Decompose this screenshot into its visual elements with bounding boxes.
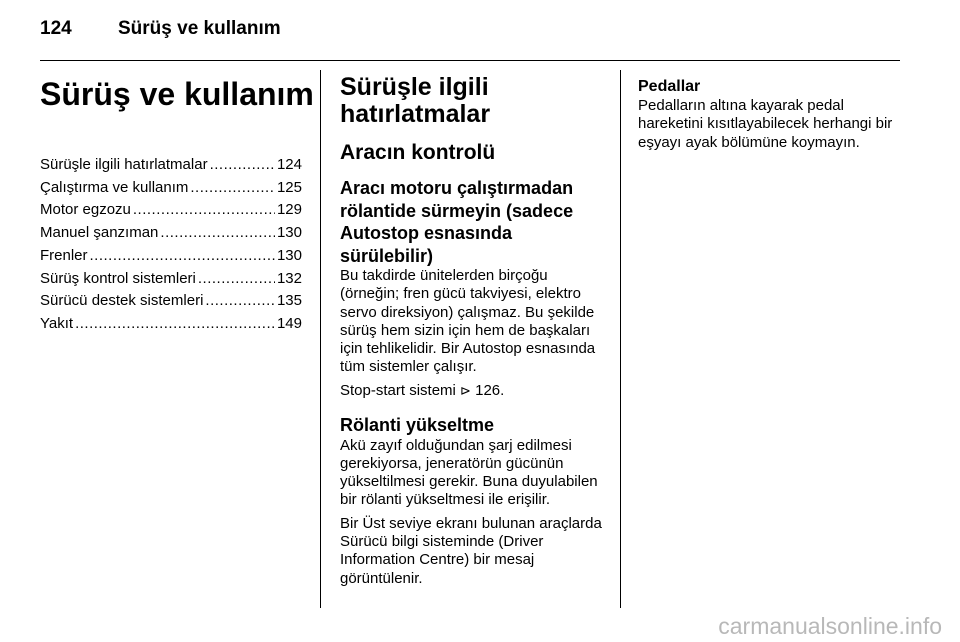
toc-entry[interactable] xyxy=(40,154,302,177)
toc-leader xyxy=(205,290,275,313)
column-divider xyxy=(620,70,621,608)
chapter-title: Sürüş ve kullanım xyxy=(40,76,314,112)
pedals-text: Pedalların altına kayarak pedal hareketini kısıtlayabilecek herhangi bir eşyayı ayak bölümüne koymayın. xyxy=(638,97,893,151)
idle-text-1: Akü zayıf olduğundan şarj edilmesi gerekiyorsa, jeneratörün gücünün yükseltilmesi gerekir. Buna duyulabilen bir rölanti yükseltmesi ile erişilir. xyxy=(340,436,598,509)
toc-leader xyxy=(198,268,275,291)
toc-page: 149 xyxy=(276,314,302,332)
watermark: carmanualsonline.info xyxy=(718,613,942,639)
xref-page: 126. xyxy=(475,381,505,399)
toc-entry[interactable] xyxy=(40,177,302,200)
toc-page: 132 xyxy=(276,269,302,287)
engine-text: Bu takdirde ünitelerden birçoğu (örneğin; fren gücü takviyesi, elektro servo direksiyon) çalışmaz. Bu şekilde sürüş hem sizin için hem de başkaları için tehlikelidir. Bir Autostop esnasında tüm sistemler çalışır. xyxy=(340,267,596,376)
section-title: Sürüşle ilgili hatırlatmalar xyxy=(340,73,491,128)
toc-label: Sürüş kontrol sistemleri xyxy=(40,269,196,287)
toc-label: Frenler xyxy=(40,246,88,264)
toc-leader xyxy=(90,245,275,268)
chapter-column xyxy=(40,74,314,336)
idle-text-2: Bir Üst seviye ekranı bulunan araçlarda Sürücü bilgi sisteminde (Driver Information Centre) bir mesaj görüntülenir. xyxy=(340,514,602,587)
engine-heading: Aracı motoru çalıştırmadan rölantide sürmeyin (sadece Autostop esnasında sürülebilir) xyxy=(340,178,574,266)
toc-leader xyxy=(190,177,275,200)
toc-entry[interactable] xyxy=(40,290,302,313)
toc-page: 124 xyxy=(276,156,302,173)
table-of-contents xyxy=(40,154,302,336)
toc-label: Manuel şanzıman xyxy=(40,224,159,242)
toc-leader xyxy=(75,313,275,336)
toc-entry[interactable] xyxy=(40,222,302,245)
toc-entry[interactable] xyxy=(40,313,302,336)
toc-page: 125 xyxy=(276,178,302,196)
running-title: Sürüş ve kullanım xyxy=(118,18,281,39)
toc-label: Sürüşle ilgili hatırlatmalar xyxy=(40,156,208,173)
toc-label: Motor egzozu xyxy=(40,201,131,219)
toc-label: Çalıştırma ve kullanım xyxy=(40,178,189,196)
toc-page: 130 xyxy=(276,224,302,242)
toc-entry[interactable] xyxy=(40,268,302,291)
cross-reference[interactable] xyxy=(340,382,610,400)
toc-entry[interactable] xyxy=(40,245,302,268)
toc-leader xyxy=(133,199,275,222)
toc-entry[interactable] xyxy=(40,199,302,222)
toc-leader xyxy=(210,154,275,177)
toc-label: Sürücü destek sistemleri xyxy=(40,292,204,310)
pedals-column xyxy=(638,77,908,152)
section-subtitle: Aracın kontrolü xyxy=(340,141,496,164)
toc-page: 130 xyxy=(276,246,302,264)
pedals-heading: Pedallar xyxy=(638,78,701,95)
xref-text: Stop-start sistemi xyxy=(340,381,456,399)
arrow-reference-icon: ⊳ xyxy=(460,382,471,398)
section-column xyxy=(340,74,610,588)
page-number: 124 xyxy=(40,18,72,39)
toc-page: 135 xyxy=(276,292,302,310)
toc-page: 129 xyxy=(276,201,302,219)
toc-leader xyxy=(160,222,275,245)
column-divider xyxy=(320,70,321,608)
header-rule xyxy=(40,60,900,61)
toc-label: Yakıt xyxy=(40,314,74,332)
idle-heading: Rölanti yükseltme xyxy=(340,415,495,436)
